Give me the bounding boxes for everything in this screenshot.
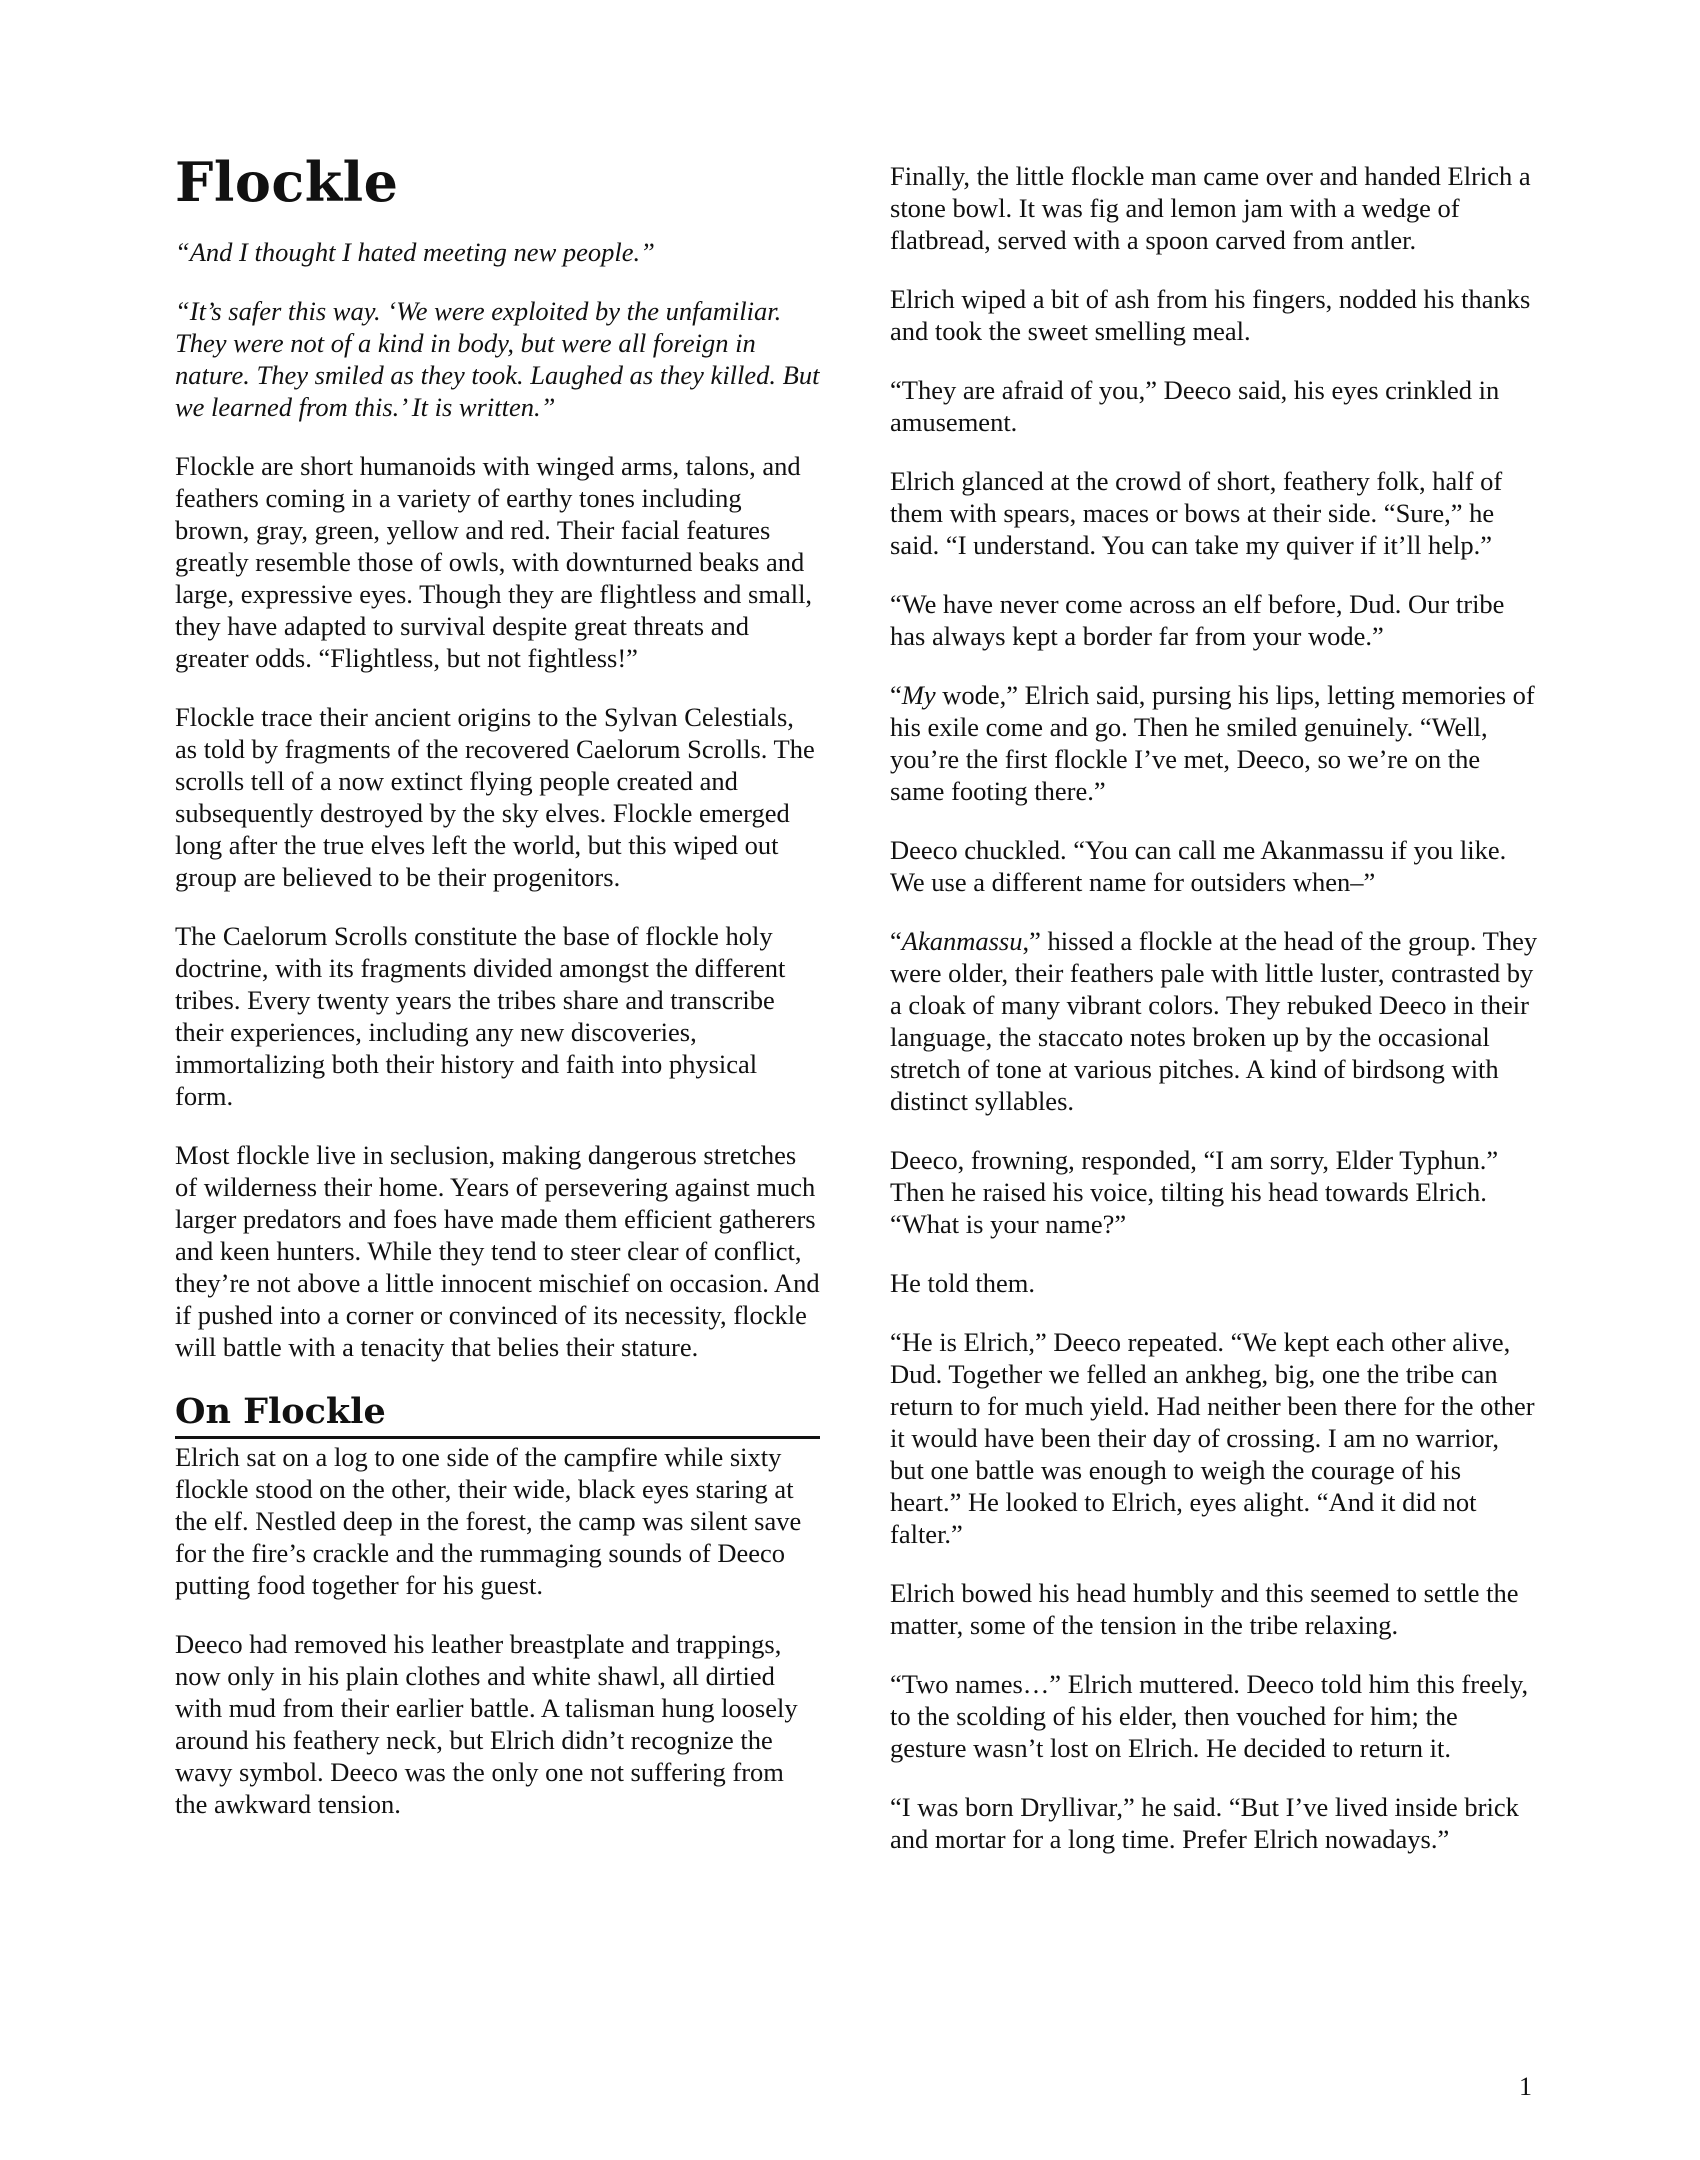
body-paragraph: Most flockle live in seclusion, making dangerous stretches of wilderness their home. Years of persevering against much larger predators and foes have made them efficient gatherers and keen hunters. While they tend to steer clear of conflict, they’re not above a little innocent mischief on occasion. And if pushed into a corner or convinced of its necessity, flockle will battle with a tenacity that belies their stature.: [175, 1140, 820, 1362]
body-paragraph: The Caelorum Scrolls constitute the base of flockle holy doctrine, with its fragments divided amongst the different tribes. Every twenty years the tribes share and transcribe their experiences, including any new discoveries, immortalizing both their history and faith into physical form.: [175, 921, 786, 1111]
right-column: [890, 160, 1538, 1882]
story-paragraph: “I was born Dryllivar,” he said. “But I’ve lived inside brick and mortar for a long time. Prefer Elrich nowadays.”: [890, 1792, 1519, 1854]
story-paragraph: He told them.: [890, 1268, 1035, 1298]
section-heading: On Flockle: [175, 1390, 820, 1439]
story-paragraph: Elrich wiped a bit of ash from his fingers, nodded his thanks and took the sweet smelling meal.: [890, 284, 1531, 346]
epigraph-quote: “And I thought I hated meeting new people.”: [175, 237, 655, 267]
story-paragraph: Deeco, frowning, responded, “I am sorry, Elder Typhun.” Then he raised his voice, tilting his head towards Elrich. “What is your name?”: [890, 1145, 1499, 1239]
emphasized-word: Akanmassu: [901, 926, 1023, 956]
story-paragraph: Elrich bowed his head humbly and this seemed to settle the matter, some of the tension in the tribe relaxing.: [890, 1578, 1519, 1640]
body-paragraph: Flockle are short humanoids with winged arms, talons, and feathers coming in a variety of earthy tones including brown, gray, green, yellow and red. Their facial features greatly resemble those of owls, with downturned beaks and large, expressive eyes. Though they are flightless and small, they have adapted to survival despite great threats and greater odds. “Flightless, but not fightless!”: [175, 451, 813, 673]
story-paragraph: [890, 679, 1538, 807]
story-paragraph: “We have never come across an elf before, Dud. Our tribe has always kept a border far from your wode.”: [890, 589, 1505, 651]
story-paragraph: “He is Elrich,” Deeco repeated. “We kept each other alive, Dud. Together we felled an ankheg, big, one the tribe can return to for much yield. Had neither been there for the other it would have been their day of crossing. I am no warrior, but one battle was enough to weigh the courage of his heart.” He looked to Elrich, eyes alight. “And it did not falter.”: [890, 1327, 1535, 1549]
story-paragraph: Elrich sat on a log to one side of the campfire while sixty flockle stood on the other, their wide, black eyes staring at the elf. Nestled deep in the forest, the camp was silent save for the fire’s crackle and the rummaging sounds of Deeco putting food together for his guest.: [175, 1442, 802, 1600]
epigraph-quote: “It’s safer this way. ‘We were exploited by the unfamiliar. They were not of a kind in body, but were all foreign in nature. They smiled as they took. Laughed as they killed. But we learned from this.’ It is written.”: [175, 296, 820, 422]
quote-open: “: [890, 926, 902, 956]
story-paragraph: Deeco chuckled. “You can call me Akanmassu if you like. We use a different name for outsiders when–”: [890, 835, 1507, 897]
story-paragraph: Finally, the little flockle man came over and handed Elrich a stone bowl. It was fig and lemon jam with a wedge of flatbread, served with a spoon carved from antler.: [890, 161, 1531, 255]
quote-open: “: [890, 680, 902, 710]
paragraph-text: ,” hissed a flockle at the head of the group. They were older, their feathers pale with little luster, contrasted by a cloak of many vibrant colors. They rebuked Deeco in their language, the staccato notes broken up by the occasional stretch of tone at various pitches. A kind of birdsong with distinct syllables.: [890, 926, 1538, 1116]
story-paragraph: [890, 925, 1538, 1117]
story-paragraph: “Two names…” Elrich muttered. Deeco told him this freely, to the scolding of his elder, then vouched for him; the gesture wasn’t lost on Elrich. He decided to return it.: [890, 1669, 1529, 1763]
paragraph-text: wode,” Elrich said, pursing his lips, letting memories of his exile come and go. Then he smiled genuinely. “Well, you’re the first flockle I’ve met, Deeco, so we’re on the same footing there.”: [890, 680, 1535, 806]
page-title: Flockle: [175, 150, 399, 214]
story-paragraph: “They are afraid of you,” Deeco said, his eyes crinkled in amusement.: [890, 375, 1500, 437]
page-number: 1: [1519, 2072, 1532, 2101]
story-paragraph: Elrich glanced at the crowd of short, feathery folk, half of them with spears, maces or bows at their side. “Sure,” he said. “I understand. You can take my quiver if it’ll help.”: [890, 466, 1503, 560]
body-paragraph: Flockle trace their ancient origins to the Sylvan Celestials, as told by fragments of the recovered Caelorum Scrolls. The scrolls tell of a now extinct flying people created and subsequently destroyed by the sky elves. Flockle emerged long after the true elves left the world, but this wiped out group are believed to be their progenitors.: [175, 702, 815, 892]
story-paragraph: Deeco had removed his leather breastplate and trappings, now only in his plain clothes and white shawl, all dirtied with mud from their earlier battle. A talisman hung loosely around his feathery neck, but Elrich didn’t recognize the wavy symbol. Deeco was the only one not suffering from the awkward tension.: [175, 1629, 798, 1819]
left-column: [175, 150, 820, 1847]
emphasized-word: My: [901, 680, 936, 710]
